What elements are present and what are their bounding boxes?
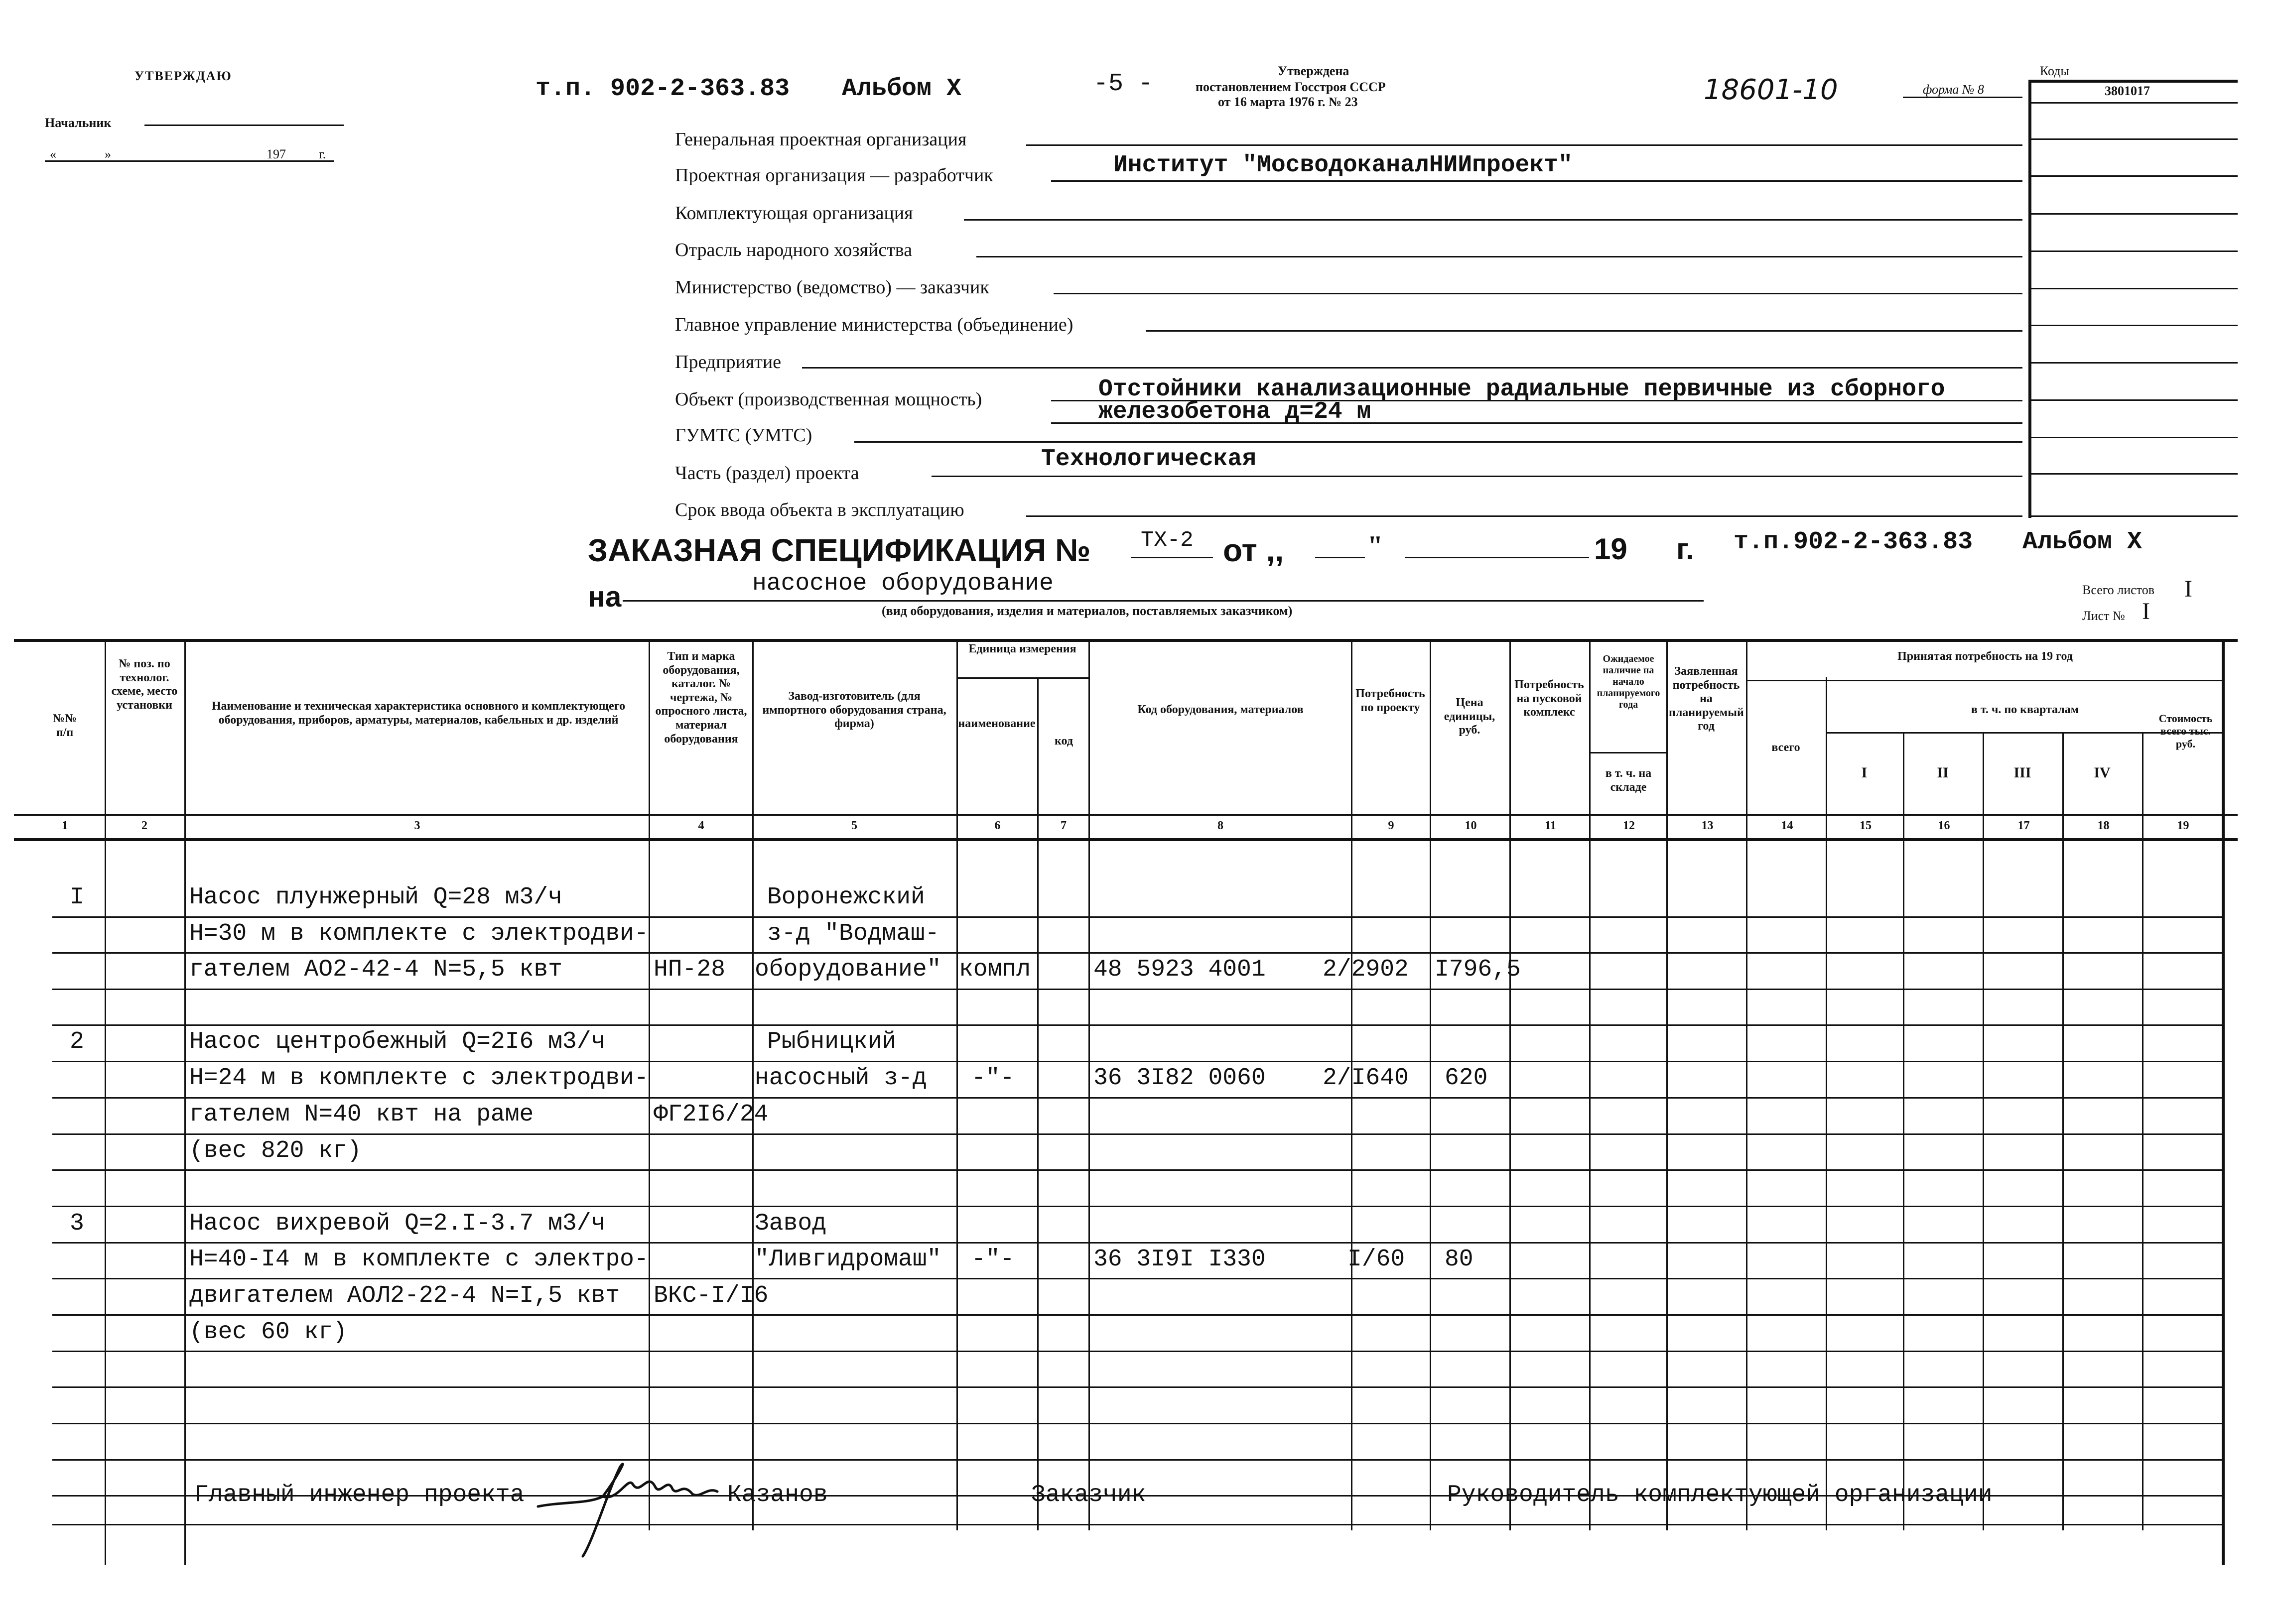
col-num-16: 16 — [1938, 819, 1950, 832]
col-header-9: Потребность по проекту — [1355, 687, 1425, 714]
col-header-q1: I — [1861, 764, 1868, 781]
col-header-accepted: Принятая потребность на 19 год — [1897, 650, 2073, 663]
row-desc-line: (вес 60 кг) — [189, 1319, 347, 1346]
col-num-1: 1 — [62, 819, 68, 832]
date-quote-open: « — [50, 147, 56, 161]
row-qty: 2/2902 — [1323, 956, 1409, 983]
handwritten-number: 18601-10 — [1704, 74, 1838, 106]
col-num-19: 19 — [2177, 819, 2189, 832]
col-header-12a: Ожидаемое наличие на начало планируемого года — [1597, 653, 1660, 710]
col-num-6: 6 — [994, 819, 1001, 832]
spec-na: на — [588, 581, 622, 613]
col-num-18: 18 — [2097, 819, 2110, 832]
row-desc-line: гателем N=40 квт на раме — [189, 1101, 534, 1128]
field-ministry-label: Министерство (ведомство) — заказчик — [675, 277, 989, 298]
spec-subject: насосное оборудование — [752, 570, 1054, 597]
row-factory-line: з-д "Водмаш- — [767, 920, 939, 947]
col-num-17: 17 — [2017, 819, 2030, 832]
field-main-dept-label: Главное управление министерства (объединение) — [675, 314, 1073, 335]
spec-quote: " — [1367, 530, 1383, 561]
field-part-value: Технологическая — [1041, 446, 1257, 473]
col-num-15: 15 — [1860, 819, 1872, 832]
field-deadline-label: Срок ввода объекта в эксплуатацию — [675, 500, 964, 520]
signature-image — [533, 1447, 722, 1561]
chief-engineer-name: Казанов — [727, 1482, 828, 1508]
customer-label: Заказчик — [1031, 1482, 1146, 1508]
approved-by-1: Утверждена — [1278, 64, 1349, 78]
sheet-value: I — [2142, 598, 2150, 625]
approved-by-2: постановлением Госстроя СССР — [1196, 80, 1386, 94]
row-code: 36 3I9I I330 — [1093, 1246, 1266, 1273]
total-sheets-label: Всего листов — [2082, 583, 2154, 597]
row-type: НП-28 — [654, 956, 726, 983]
row-price: 80 — [1445, 1246, 1473, 1273]
approved-by-3: от 16 марта 1976 г. № 23 — [1218, 95, 1358, 109]
row-number: 3 — [70, 1210, 84, 1237]
approved-label: УТВЕРЖДАЮ — [134, 69, 232, 83]
row-type: ФГ2I6/24 — [654, 1101, 769, 1128]
row-desc-line: (вес 820 кг) — [189, 1137, 362, 1164]
field-object-value-2: железобетона д=24 м — [1098, 398, 1371, 425]
spec-number: ТХ-2 — [1141, 528, 1194, 553]
col-header-11: Потребность на пусковой комплекс — [1514, 678, 1584, 719]
date-year: 197 — [267, 147, 286, 161]
chief-line — [144, 125, 344, 126]
col-header-7: код — [1055, 735, 1073, 748]
row-desc-line: двигателем АОЛ2-22-4 N=I,5 квт — [189, 1282, 620, 1309]
date-quote-close: » — [105, 147, 111, 161]
col-num-7: 7 — [1061, 819, 1067, 832]
col-header-6: наименование — [958, 717, 1036, 730]
row-desc-line: Н=24 м в комплекте с электродви- — [189, 1065, 649, 1092]
col-num-8: 8 — [1217, 819, 1223, 832]
codes-label: Коды — [2040, 64, 2069, 78]
row-price: 620 — [1445, 1065, 1488, 1092]
chief-label: Начальник — [45, 116, 112, 130]
col-header-q3: III — [2013, 764, 2031, 781]
col-header-4: Тип и марка оборудования, каталог. № чертежа, № опросного листа, материал оборудования — [655, 650, 747, 746]
col-header-14: всего — [1771, 741, 1800, 754]
col-header-13: Заявленная потребность на планируемый год — [1669, 665, 1744, 733]
sheet-label: Лист № — [2082, 609, 2125, 623]
col-num-12: 12 — [1623, 819, 1635, 832]
row-unit: -"- — [971, 1246, 1015, 1273]
row-desc-line: Насос центробежный Q=2I6 м3/ч — [189, 1028, 606, 1055]
field-general-org-label: Генеральная проектная организация — [675, 129, 967, 150]
col-header-3: Наименование и техническая характеристика основного и комплектующего оборудования, приборов, арматуры, материалов, кабельных и др. изделий — [211, 700, 626, 727]
col-header-10: Цена единицы, руб. — [1444, 696, 1495, 737]
form-number: форма № 8 — [1923, 82, 1984, 97]
spec-year: 19 — [1594, 532, 1627, 566]
row-factory-line: Рыбницкий — [767, 1028, 897, 1055]
row-desc-line: гателем АО2-42-4 N=5,5 квт — [189, 956, 562, 983]
field-completing-org-label: Комплектующая организация — [675, 203, 913, 224]
field-object-label: Объект (производственная мощность) — [675, 389, 982, 410]
spec-year-suffix: г. — [1676, 532, 1694, 566]
date-line — [45, 160, 334, 162]
row-factory-line: насосный з-д — [755, 1065, 927, 1092]
col-header-2: № поз. по технолог. схеме, место установки — [111, 657, 178, 712]
row-number: I — [70, 884, 84, 911]
col-num-10: 10 — [1465, 819, 1477, 832]
tp-number: т.п. 902-2-363.83 — [536, 75, 790, 103]
spec-subject-hint: (вид оборудования, изделия и материалов, поставляемых заказчиком) — [882, 604, 1293, 618]
col-num-14: 14 — [1781, 819, 1793, 832]
col-num-4: 4 — [698, 819, 704, 832]
field-developer-label: Проектная организация — разработчик — [675, 165, 993, 186]
row-code: 36 3I82 0060 — [1093, 1065, 1266, 1092]
row-unit: компл — [959, 956, 1031, 983]
row-number: 2 — [70, 1028, 84, 1055]
chief-engineer-label: Главный инженер проекта — [194, 1482, 525, 1508]
row-desc-line: Насос плунжерный Q=28 м3/ч — [189, 884, 562, 911]
codes-left-border — [2028, 80, 2031, 518]
row-price: I796,5 — [1435, 956, 1521, 983]
row-factory-line: оборудование" — [755, 956, 941, 983]
col-header-8: Код оборудования, материалов — [1137, 703, 1304, 716]
field-enterprise-label: Предприятие — [675, 352, 782, 373]
head-label: Руководитель комплектующей организации — [1447, 1482, 1993, 1508]
col-num-13: 13 — [1701, 819, 1714, 832]
col-num-2: 2 — [141, 819, 147, 832]
field-part-label: Часть (раздел) проекта — [675, 463, 859, 484]
col-num-11: 11 — [1545, 819, 1556, 832]
row-factory-line: Воронежский — [767, 884, 925, 911]
col-num-9: 9 — [1388, 819, 1394, 832]
col-header-1: №№ п/п — [52, 712, 77, 739]
row-unit: -"- — [971, 1065, 1015, 1092]
field-gumts-label: ГУМТС (УМТС) — [675, 425, 812, 446]
page-number: -5 - — [1093, 70, 1154, 98]
row-desc-line: Н=30 м в комплекте с электродви- — [189, 920, 649, 947]
form-underline — [1903, 97, 2022, 98]
total-sheets-value: I — [2184, 576, 2192, 602]
row-factory-line: "Ливгидромаш" — [755, 1246, 941, 1273]
field-developer-value: Институт "МосводоканалНИИпроект" — [1113, 152, 1573, 179]
row-desc-line: Н=40-I4 м в комплекте с электро- — [189, 1246, 649, 1273]
col-header-q4: IV — [2094, 764, 2111, 781]
field-industry-label: Отрасль народного хозяйства — [675, 240, 913, 260]
col-num-5: 5 — [851, 819, 857, 832]
col-header-5: Завод-изготовитель (для импортного оборудования страна, фирма) — [762, 690, 946, 731]
spec-from: от ,, — [1223, 532, 1284, 568]
row-type: ВКС-I/I6 — [654, 1282, 769, 1309]
col-header-quarters: в т. ч. по кварталам — [1971, 703, 2079, 716]
codes-top-border — [2028, 80, 2238, 83]
spec-title: ЗАКАЗНАЯ СПЕЦИФИКАЦИЯ № — [588, 532, 1091, 568]
row-code: 48 5923 4001 — [1093, 956, 1266, 983]
album-label: Альбом X — [842, 75, 962, 103]
row-qty: 2/I640 — [1323, 1065, 1409, 1092]
spec-tp-ref: т.п.902-2-363.83 — [1734, 528, 1973, 556]
spec-album: Альбом X — [2022, 528, 2143, 556]
field-object-value: Отстойники канализационные радиальные первичные из сборного — [1098, 376, 1945, 403]
row-factory-line: Завод — [755, 1210, 827, 1237]
col-header-q2: II — [1937, 764, 1949, 781]
row-desc-line: Насос вихревой Q=2.I-3.7 м3/ч — [189, 1210, 606, 1237]
col-header-unit: Единица измерения — [968, 642, 1076, 655]
code-value: 3801017 — [2105, 84, 2150, 98]
date-year-suffix: г. — [319, 147, 326, 161]
col-header-19: Стоимость всего тыс. руб. — [2158, 712, 2213, 750]
col-header-12b: в т. ч. на складе — [1605, 767, 1652, 794]
col-num-3: 3 — [414, 819, 420, 832]
row-qty: I/60 — [1347, 1246, 1405, 1273]
